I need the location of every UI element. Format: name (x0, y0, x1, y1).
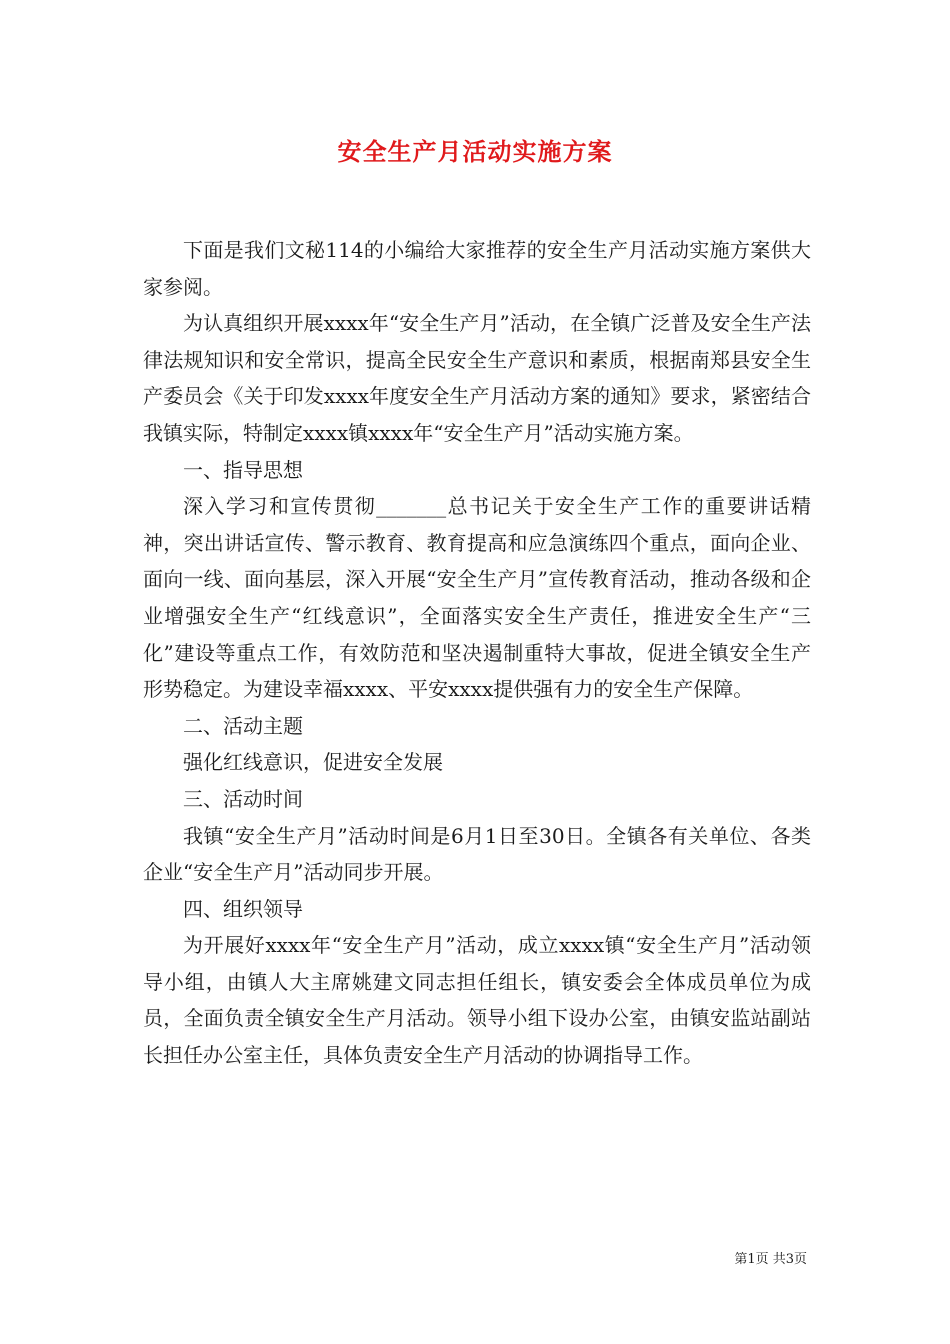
purpose-paragraph: 为认真组织开展xxxx年“安全生产月”活动，在全镇广泛普及安全生产法律法规知识和安全常识，提高全民安全生产意识和素质，根据南郑县安全生产委员会《关于印发xxxx年度安全生产月活动方案的通知》要求，紧密结合我镇实际，特制定xxxx镇xxxx年“安全生产月”活动实施方案。 (143, 311, 811, 445)
section-heading-guiding-thought: 一、指导思想 (183, 457, 303, 482)
intro-paragraph: 下面是我们文秘114的小编给大家推荐的安全生产月活动实施方案供大家参阅。 (143, 238, 811, 299)
section-heading-theme: 二、活动主题 (183, 713, 303, 738)
page-indicator: 第1页 共3页 (734, 1252, 807, 1267)
document-title: 安全生产月活动实施方案 (337, 137, 613, 166)
time-paragraph: 我镇“安全生产月”活动时间是6月1日至30日。全镇各有关单位、各类企业“安全生产月”活动同步开展。 (143, 823, 811, 885)
theme-paragraph: 强化红线意识，促进安全发展 (183, 750, 443, 775)
document-body (143, 232, 811, 1074)
guiding-thought-paragraph: 深入学习和宣传贯彻_______总书记关于安全生产工作的重要讲话精神，突出讲话宣传、警示教育、教育提高和应急演练四个重点，面向企业、面向一线、面向基层，深入开展“安全生产月”宣传教育活动，推动各级和企业增强安全生产“红线意识”，全面落实安全生产责任，推进安全生产“三化”建设等重点工作，有效防范和坚决遏制重特大事故，促进全镇安全生产形势稳定。为建设幸福xxxx、平安xxxx提供强有力的安全生产保障。 (143, 494, 811, 702)
section-heading-time: 三、活动时间 (183, 786, 303, 811)
section-heading-leadership: 四、组织领导 (183, 896, 303, 921)
leadership-paragraph: 为开展好xxxx年“安全生产月”活动，成立xxxx镇“安全生产月”活动领导小组，由镇人大主席姚建文同志担任组长，镇安委会全体成员单位为成员，全面负责全镇安全生产月活动。领导小组下设办公室，由镇安监站副站长担任办公室主任，具体负责安全生产月活动的协调指导工作。 (143, 933, 811, 1068)
